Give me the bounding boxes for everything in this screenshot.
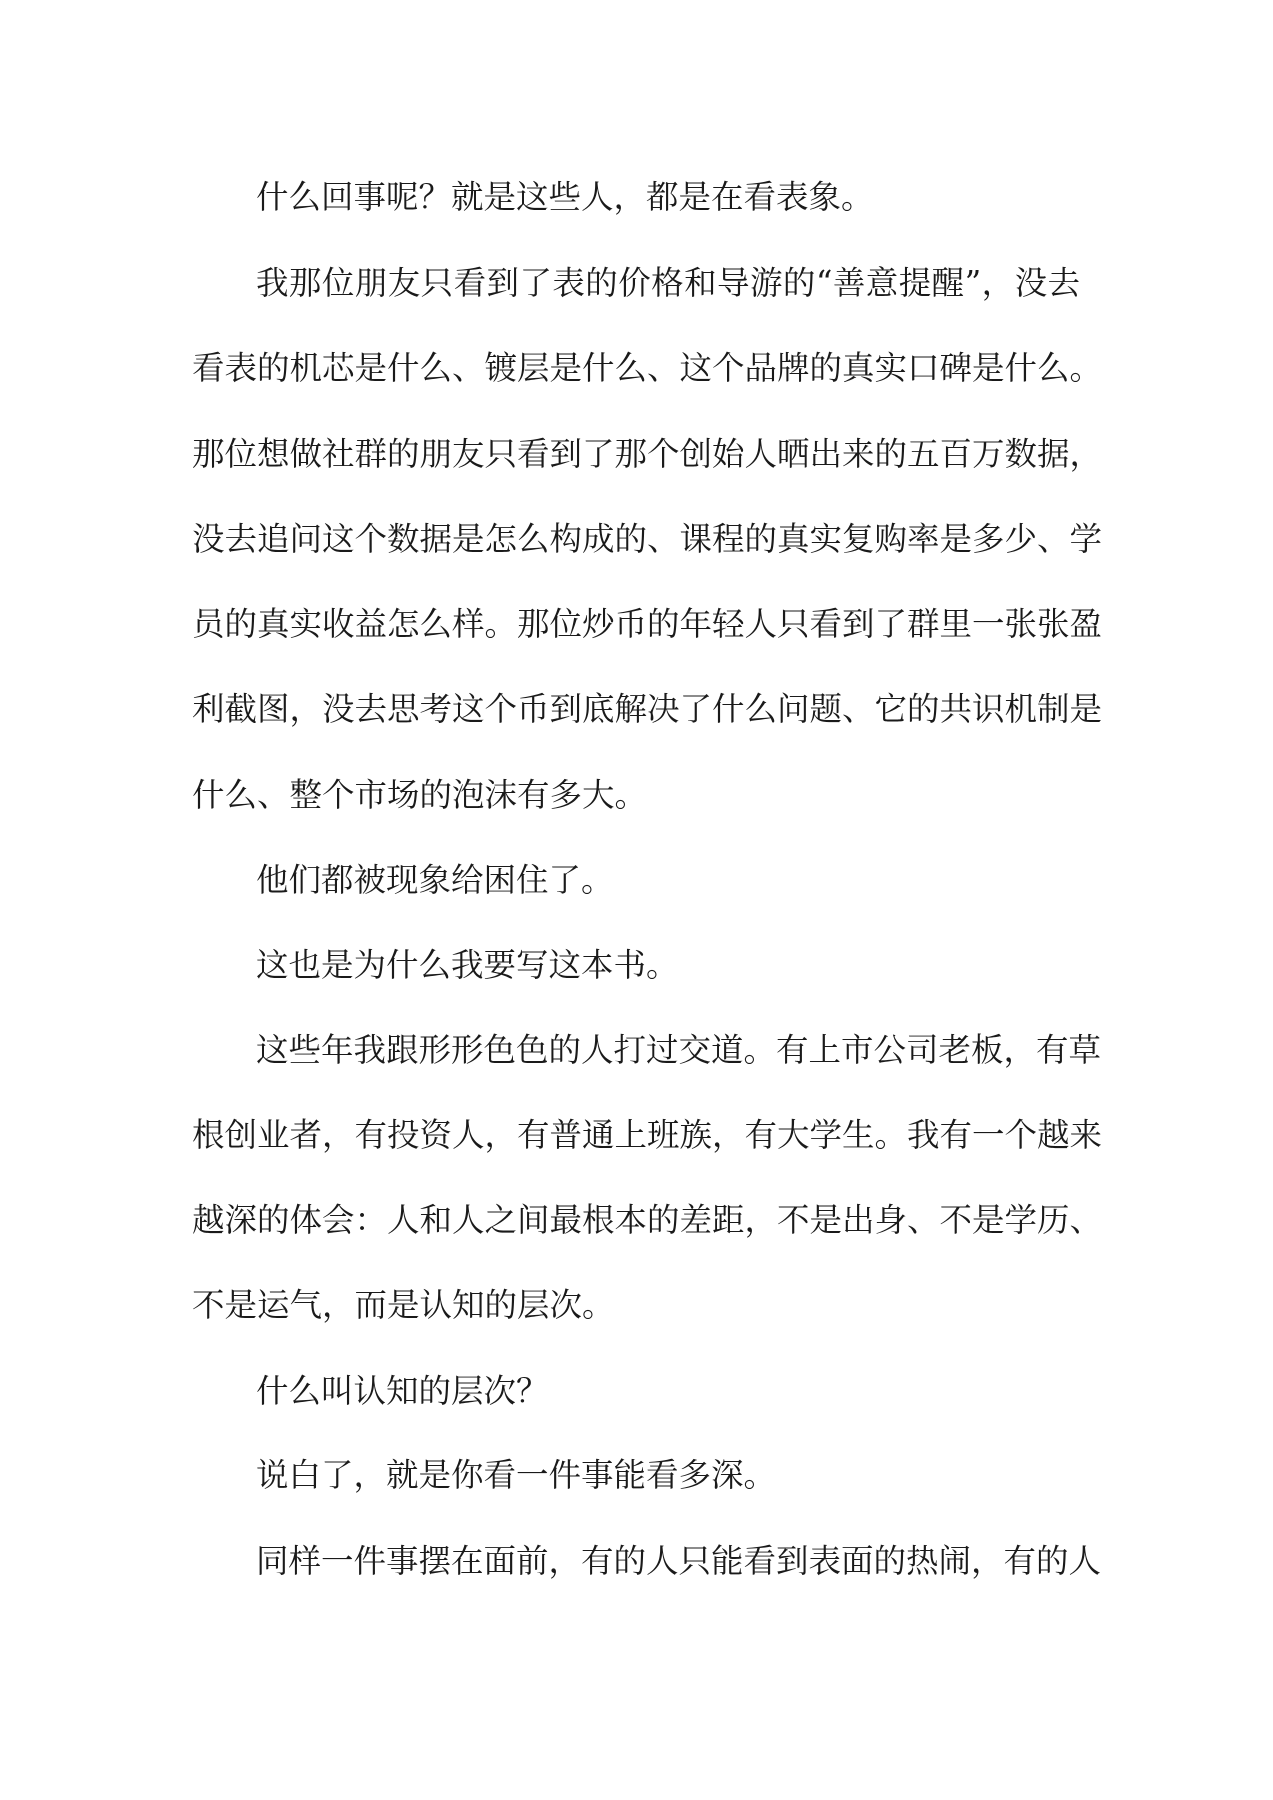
paragraph-line: 这些年我跟形形色色的人打过交道。有上市公司老板，有草 — [256, 1031, 1102, 1069]
paragraph-line: 什么回事呢？就是这些人，都是在看表象。 — [256, 178, 874, 216]
paragraph-line: 越深的体会：人和人之间最根本的差距，不是出身、不是学历、 — [192, 1201, 1103, 1239]
paragraph-line: 那位想做社群的朋友只看到了那个创始人晒出来的五百万数据， — [192, 435, 1103, 473]
paragraph-line: 什么叫认知的层次？ — [256, 1372, 549, 1410]
paragraph-line: 没去追问这个数据是怎么构成的、课程的真实复购率是多少、学 — [192, 520, 1103, 558]
paragraph-line: 员的真实收益怎么样。那位炒币的年轻人只看到了群里一张张盈 — [192, 605, 1103, 643]
paragraph-line: 什么、整个市场的泡沫有多大。 — [192, 776, 648, 814]
paragraph-line: 这也是为什么我要写这本书。 — [256, 946, 679, 984]
paragraph-line: 说白了，就是你看一件事能看多深。 — [256, 1456, 777, 1494]
paragraph-line: 同样一件事摆在面前，有的人只能看到表面的热闹，有的人 — [256, 1542, 1102, 1580]
paragraph-line: 我那位朋友只看到了表的价格和导游的“善意提醒”，没去 — [256, 264, 1080, 302]
paragraph-line: 他们都被现象给困住了。 — [256, 861, 614, 899]
paragraph-line: 看表的机芯是什么、镀层是什么、这个品牌的真实口碑是什么。 — [192, 349, 1103, 387]
paragraph-line: 利截图，没去思考这个币到底解决了什么问题、它的共识机制是 — [192, 690, 1103, 728]
paragraph-line: 根创业者，有投资人，有普通上班族，有大学生。我有一个越来 — [192, 1116, 1103, 1154]
paragraph-line: 不是运气，而是认知的层次。 — [192, 1286, 615, 1324]
